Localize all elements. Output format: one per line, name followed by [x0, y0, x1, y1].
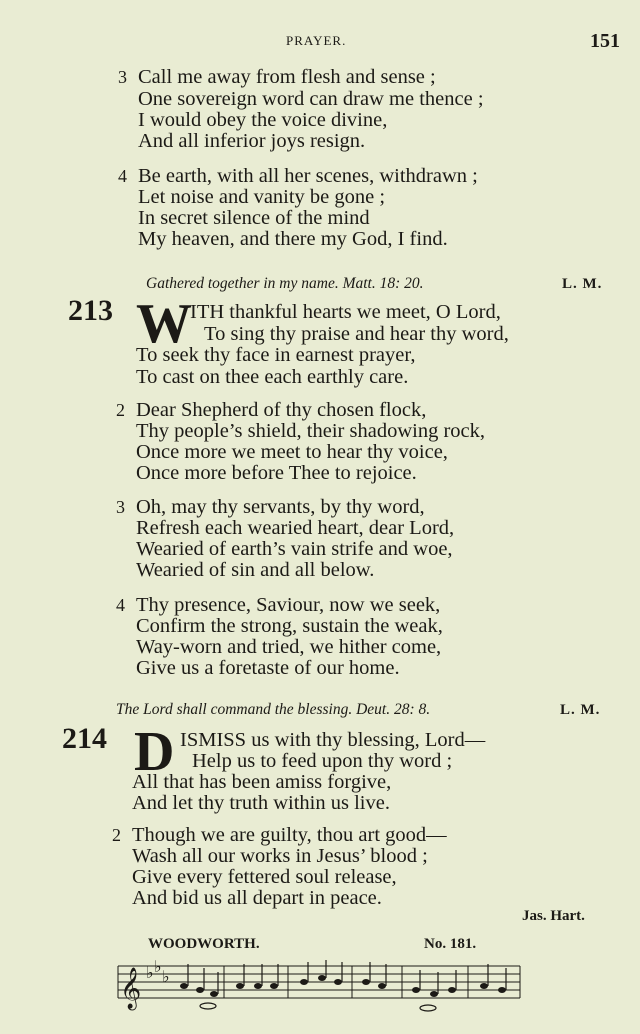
verse-line: To cast on thee each earthly care.	[136, 366, 409, 388]
verse-line: And bid us all depart in peace.	[132, 887, 382, 909]
hymn-214-meter: L. M.	[560, 702, 601, 718]
verse-line: Be earth, with all her scenes, withdrawn ;	[138, 165, 478, 187]
note-head	[480, 983, 488, 989]
note-head	[448, 987, 456, 993]
note-head	[412, 987, 420, 993]
verse-number: 2	[112, 825, 121, 845]
verse-number: 3	[118, 67, 127, 87]
verse-line: To seek thy face in earnest prayer,	[136, 344, 416, 366]
note-head	[254, 983, 262, 989]
note-head	[210, 991, 218, 997]
verse-line: Call me away from flesh and sense ;	[138, 66, 436, 88]
verse-line: Once more we meet to hear thy voice,	[136, 441, 448, 463]
note-head	[196, 987, 204, 993]
note-head	[362, 979, 370, 985]
verse-line: Give us a foretaste of our home.	[136, 657, 400, 679]
flat-icon: ♭	[162, 967, 170, 986]
verse-line: Help us to feed upon thy word ;	[192, 750, 453, 772]
verse-number: 4	[118, 166, 127, 186]
hymn-214-drop-cap: D	[134, 721, 175, 783]
verse-line: Dear Shepherd of thy chosen flock,	[136, 399, 427, 421]
verse-line: Way-worn and tried, we hither come,	[136, 636, 442, 658]
verse-line: Give every fettered soul release,	[132, 866, 397, 888]
verse-line: Thy presence, Saviour, now we seek,	[136, 594, 441, 616]
verse-line: Refresh each wearied heart, dear Lord,	[136, 517, 455, 539]
verse-line: I would obey the voice divine,	[138, 109, 388, 131]
lower-voice-note	[200, 1003, 216, 1009]
verse-number: 3	[116, 497, 125, 517]
flat-icon: ♭	[146, 963, 154, 982]
hymn-213-meter: L. M.	[562, 276, 603, 292]
lower-voice-note	[420, 1005, 436, 1011]
note-head	[498, 987, 506, 993]
verse-line: One sovereign word can draw me thence ;	[138, 88, 484, 110]
hymn-213-caption: Gathered together in my name. Matt. 18: 20.	[146, 275, 424, 292]
verse-line: To sing thy praise and hear thy word,	[204, 323, 509, 345]
first-line-rest: us with thy blessing, Lord—	[246, 729, 486, 751]
note-head	[378, 983, 386, 989]
note-head	[180, 983, 188, 989]
flat-icon: ♭	[154, 960, 162, 976]
verse-line: And let thy truth within us live.	[132, 792, 390, 814]
verse-line: Wearied of sin and all below.	[136, 559, 375, 581]
hymn-213-drop-cap: W	[136, 293, 192, 355]
note-head	[236, 983, 244, 989]
first-word-rest: ISMISS	[180, 729, 247, 751]
verse-line: In secret silence of the mind	[138, 207, 370, 229]
first-line-rest: thankful hearts we meet, O Lord,	[224, 301, 501, 323]
note-head	[318, 975, 326, 981]
verse-line: Though we are guilty, thou art good—	[132, 824, 447, 846]
page-header-title: PRAYER.	[286, 33, 347, 48]
note-head	[430, 991, 438, 997]
verse-number: 2	[116, 400, 125, 420]
verse-line	[180, 729, 485, 751]
verse-line: My heaven, and there my God, I find.	[138, 228, 448, 250]
note-head	[300, 979, 308, 985]
note-head	[334, 979, 342, 985]
verse-line: Thy people’s shield, their shadowing rock,	[136, 420, 486, 442]
verse-line: Wash all our works in Jesus’ blood ;	[132, 845, 428, 867]
page-number: 151	[590, 30, 620, 52]
tune-reference: No. 181.	[424, 936, 477, 952]
treble-clef-icon: 𝄞	[120, 968, 142, 1009]
verse-line: Let noise and vanity be gone ;	[138, 186, 386, 208]
verse-line: Confirm the strong, sustain the weak,	[136, 615, 443, 637]
tune-name: WOODWORTH.	[148, 936, 260, 952]
note-head	[270, 983, 278, 989]
music-staff	[112, 960, 524, 1020]
hymn-213-number: 213	[68, 294, 113, 327]
hymn-214-number: 214	[62, 722, 107, 755]
hymn-214-author: Jas. Hart.	[522, 908, 585, 924]
verse-line: Oh, may thy servants, by thy word,	[136, 496, 425, 518]
verse-line: And all inferior joys resign.	[138, 130, 366, 152]
first-word-rest: ITH	[190, 301, 225, 323]
hymn-214-caption: The Lord shall command the blessing. Deut. 28: 8.	[116, 701, 431, 718]
verse-number: 4	[116, 595, 125, 615]
verse-line: All that has been amiss forgive,	[132, 771, 392, 793]
verse-line	[190, 301, 501, 323]
verse-line: Once more before Thee to rejoice.	[136, 462, 417, 484]
verse-line: Wearied of earth’s vain strife and woe,	[136, 538, 453, 560]
